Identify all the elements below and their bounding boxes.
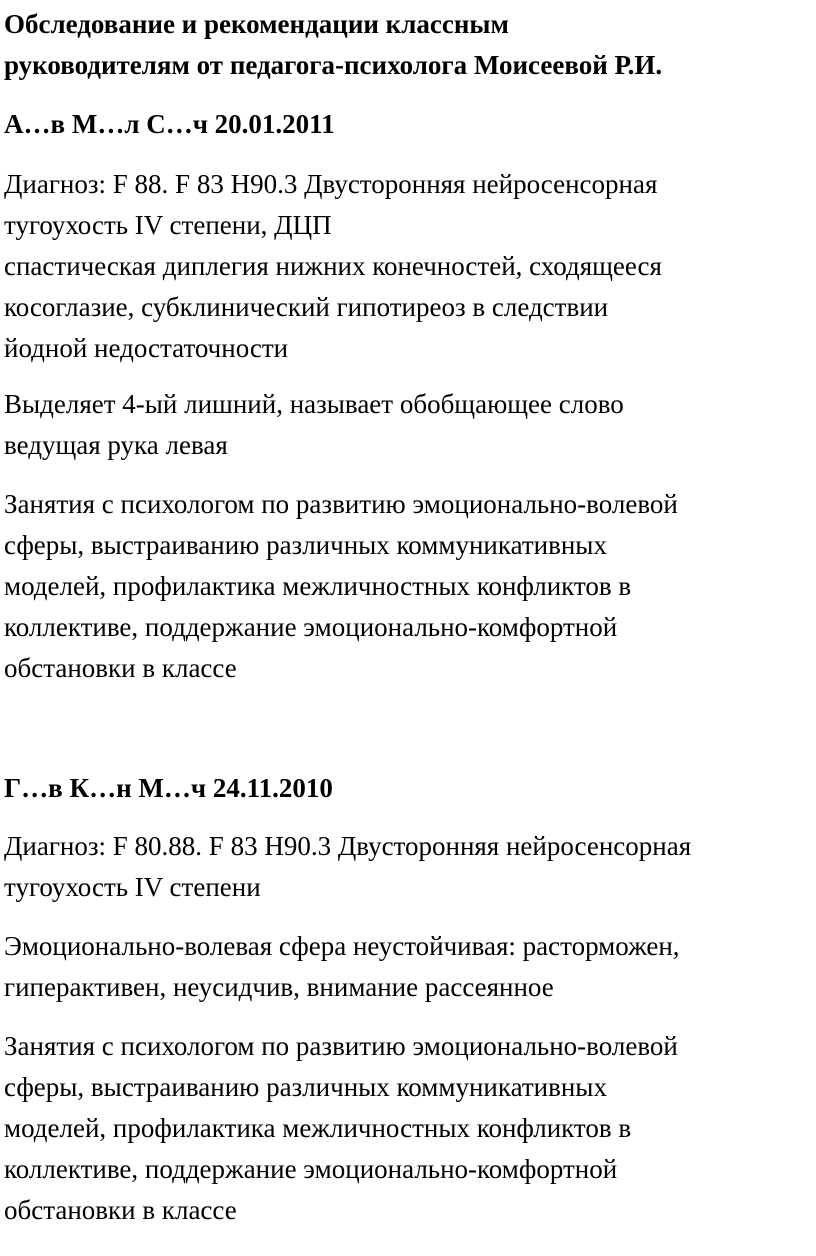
text-line: Диагноз: F 80.88. F 83 H90.3 Двусторонняя нейросенсорная	[4, 831, 692, 861]
text-line: сферы, выстраиванию различных коммуникативных	[4, 1072, 607, 1102]
text-line: Диагноз: F 88. F 83 H90.3 Двусторонняя нейросенсорная	[4, 169, 658, 199]
title-line: руководителям от педагога-психолога Моисеевой Р.И.	[4, 50, 663, 80]
case-heading: Г…в К…н М…ч 24.11.2010	[4, 773, 333, 803]
text-line: гиперактивен, неусидчив, внимание рассеянное	[4, 972, 554, 1002]
text-line: сферы, выстраиванию различных коммуникативных	[4, 530, 607, 560]
case-paragraph	[4, 164, 810, 369]
text-line: моделей, профилактика межличностных конфликтов в	[4, 571, 632, 601]
text-line: Эмоционально-волевая сфера неустойчивая: расторможен,	[4, 931, 680, 961]
case-paragraph	[4, 484, 810, 689]
text-line: Занятия с психологом по развитию эмоционально-волевой	[4, 1031, 678, 1061]
case-paragraph	[4, 926, 810, 1008]
text-line: йодной недостаточности	[4, 333, 289, 363]
text-line: косоглазие, субклинический гипотиреоз в следствии	[4, 292, 609, 322]
text-line: ведущая рука левая	[4, 430, 228, 460]
text-line: коллективе, поддержание эмоционально-комфортной	[4, 1154, 618, 1184]
text-line: обстановки в классе	[4, 1195, 237, 1225]
title-line: Обследование и рекомендации классным	[4, 9, 509, 39]
document-title	[4, 4, 804, 86]
text-line: моделей, профилактика межличностных конфликтов в	[4, 1113, 632, 1143]
text-line: тугоухость IV степени, ДЦП	[4, 210, 332, 240]
text-line: Выделяет 4-ый лишний, называет обобщающее слово	[4, 389, 624, 419]
text-line: коллективе, поддержание эмоционально-комфортной	[4, 612, 618, 642]
text-line: спастическая диплегия нижних конечностей, сходящееся	[4, 251, 662, 281]
text-line: обстановки в классе	[4, 653, 237, 683]
text-line: Занятия с психологом по развитию эмоционально-волевой	[4, 489, 678, 519]
case-paragraph	[4, 826, 810, 908]
case-heading: А…в М…л С…ч 20.01.2011	[4, 109, 335, 139]
text-line: тугоухость IV степени	[4, 872, 261, 902]
case-paragraph	[4, 1026, 810, 1231]
case-paragraph	[4, 384, 810, 466]
